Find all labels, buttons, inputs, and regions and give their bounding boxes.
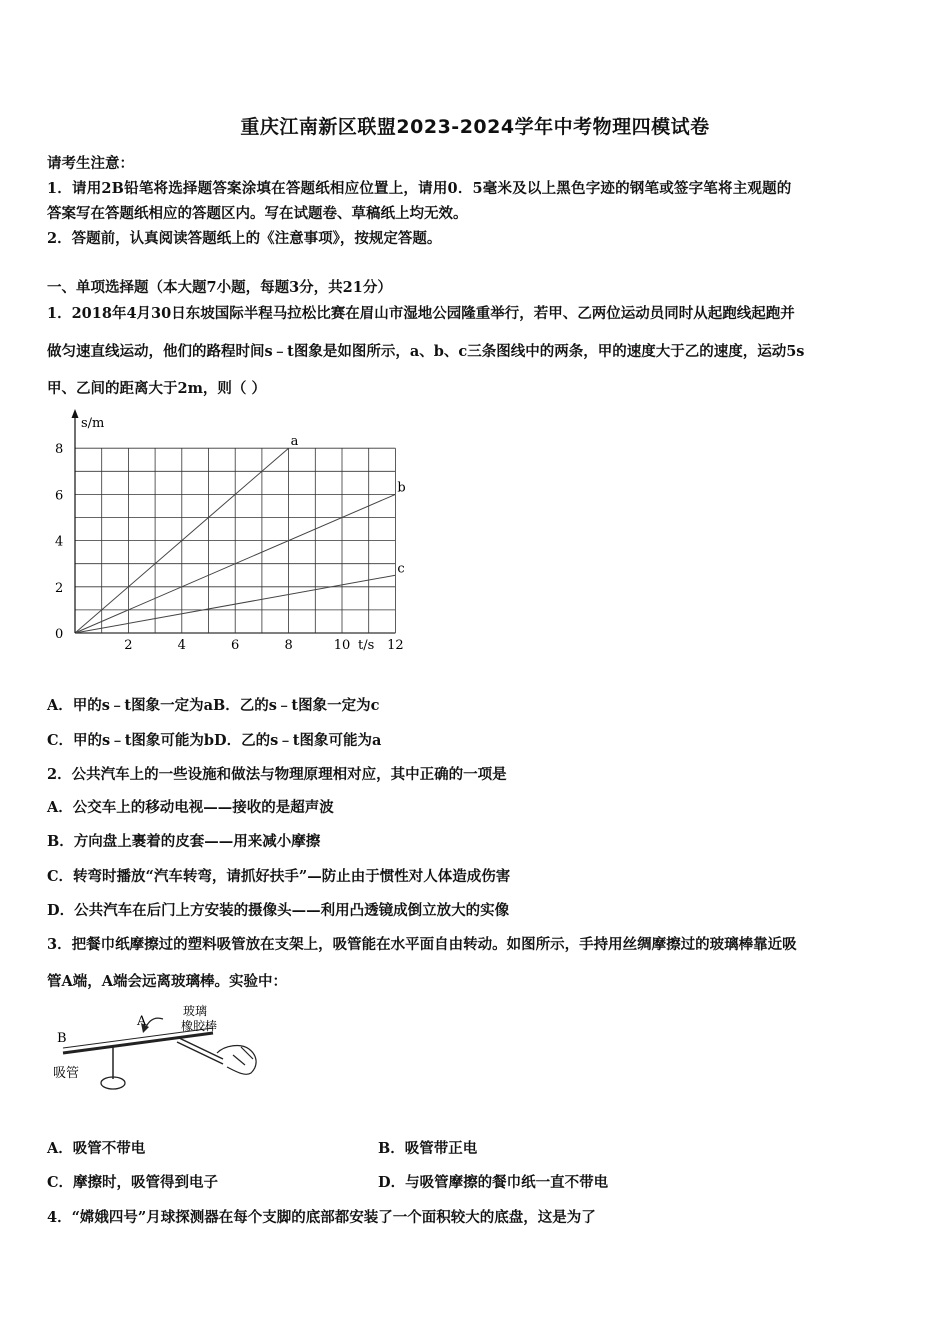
x-tick-label: 6	[231, 638, 240, 653]
notice-item-1-line-1: 1．请用2B铅笔将选择题答案涂填在答题纸相应位置上，请用0．5毫米及以上黑色字迹的钢笔或签字笔将主观题的	[47, 180, 792, 197]
straw-label-a: A	[137, 1014, 147, 1029]
series-label-b: b	[397, 480, 406, 496]
q3-stem-line-2: 管A端，A端会远离玻璃棒。实验中：	[47, 973, 287, 990]
q2-option-a: A．公交车上的移动电视——接收的是超声波	[47, 799, 334, 816]
q3-option-a: A．吸管不带电	[47, 1140, 146, 1157]
hand	[217, 1046, 256, 1075]
x-tick-label: 2	[124, 638, 133, 653]
q1-options-ab: A．甲的s﹣t图象一定为aB．乙的s﹣t图象一定为c	[47, 697, 380, 714]
q1-stem-line-3: 甲、乙间的距离大于2m，则（ ）	[47, 380, 266, 397]
notice-heading: 请考生注意：	[47, 155, 134, 172]
y-tick-label: 8	[55, 442, 64, 458]
y-axis	[72, 409, 79, 633]
q3-stem-line-1: 3．把餐巾纸摩擦过的塑料吸管放在支架上，吸管能在水平面自由转动。如图所示，手持用丝绸摩擦过的玻璃棒靠近吸	[47, 936, 797, 953]
y-tick-label: 6	[55, 488, 64, 504]
q1-options-cd: C．甲的s﹣t图象可能为bD．乙的s﹣t图象可能为a	[47, 732, 382, 749]
q2-option-c: C．转弯时播放“汽车转弯，请抓好扶手”—防止由于惯性对人体造成伤害	[47, 868, 511, 885]
q1-stem-line-1: 1．2018年4月30日东坡国际半程马拉松比赛在眉山市湿地公园隆重举行，若甲、乙两位运动员同时从起跑线起跑并	[47, 305, 795, 322]
q3-option-d: D．与吸管摩擦的餐巾纸一直不带电	[378, 1174, 609, 1191]
y-tick-label: 2	[55, 580, 64, 596]
y-axis-label: s/m	[81, 416, 105, 431]
rod-label-line-2: 橡胶棒	[181, 1019, 218, 1033]
straw-figure	[45, 995, 270, 1105]
x-tick-label: 10	[333, 638, 351, 653]
q2-option-d: D．公共汽车在后门上方安装的摄像头——利用凸透镜成倒立放大的实像	[47, 902, 510, 919]
y-tick-label: 0	[55, 627, 64, 642]
section-1-heading: 一、单项选择题（本大题7小题，每题3分，共21分）	[47, 279, 392, 296]
st-graph	[45, 405, 406, 665]
straw-label-b: B	[57, 1031, 67, 1046]
chart-grid	[75, 448, 395, 633]
y-tick-labels	[55, 442, 63, 642]
x-tick-label: 4	[177, 638, 186, 653]
series-label-a: a	[290, 434, 299, 450]
straw-label: 吸管	[53, 1066, 80, 1081]
q1-stem-line-2: 做匀速直线运动，他们的路程时间s﹣t图象是如图所示，a、b、c三条图线中的两条，甲的速度大于乙的速度，运动5s	[47, 343, 805, 360]
notice-item-1-line-2: 答案写在答题纸相应的答题区内。写在试题卷、草稿纸上均无效。	[47, 205, 468, 222]
q3-option-b: B．吸管带正电	[378, 1140, 478, 1157]
series-labels	[291, 434, 406, 576]
rod-label-line-1: 玻璃	[183, 1004, 208, 1018]
x-axis-label: t/s	[358, 638, 375, 653]
x-tick-label: 12	[387, 638, 404, 653]
q4-stem: 4．“嫦娥四号”月球探测器在每个支脚的底部都安装了一个面积较大的底盘，这是为了	[47, 1209, 596, 1226]
series-label-c: c	[397, 561, 405, 577]
q2-stem: 2．公共汽车上的一些设施和做法与物理原理相对应，其中正确的一项是	[47, 766, 507, 783]
q3-option-c: C．摩擦时，吸管得到电子	[47, 1174, 219, 1191]
page-title: 重庆江南新区联盟2023-2024学年中考物理四模试卷	[240, 116, 710, 138]
y-tick-label: 4	[55, 534, 64, 550]
notice-item-2: 2．答题前，认真阅读答题纸上的《注意事项》，按规定答题。	[47, 230, 442, 247]
q2-option-b: B．方向盘上裹着的皮套——用来减小摩擦	[47, 833, 321, 850]
x-tick-label: 8	[284, 638, 293, 653]
glass-rod	[177, 1037, 223, 1059]
